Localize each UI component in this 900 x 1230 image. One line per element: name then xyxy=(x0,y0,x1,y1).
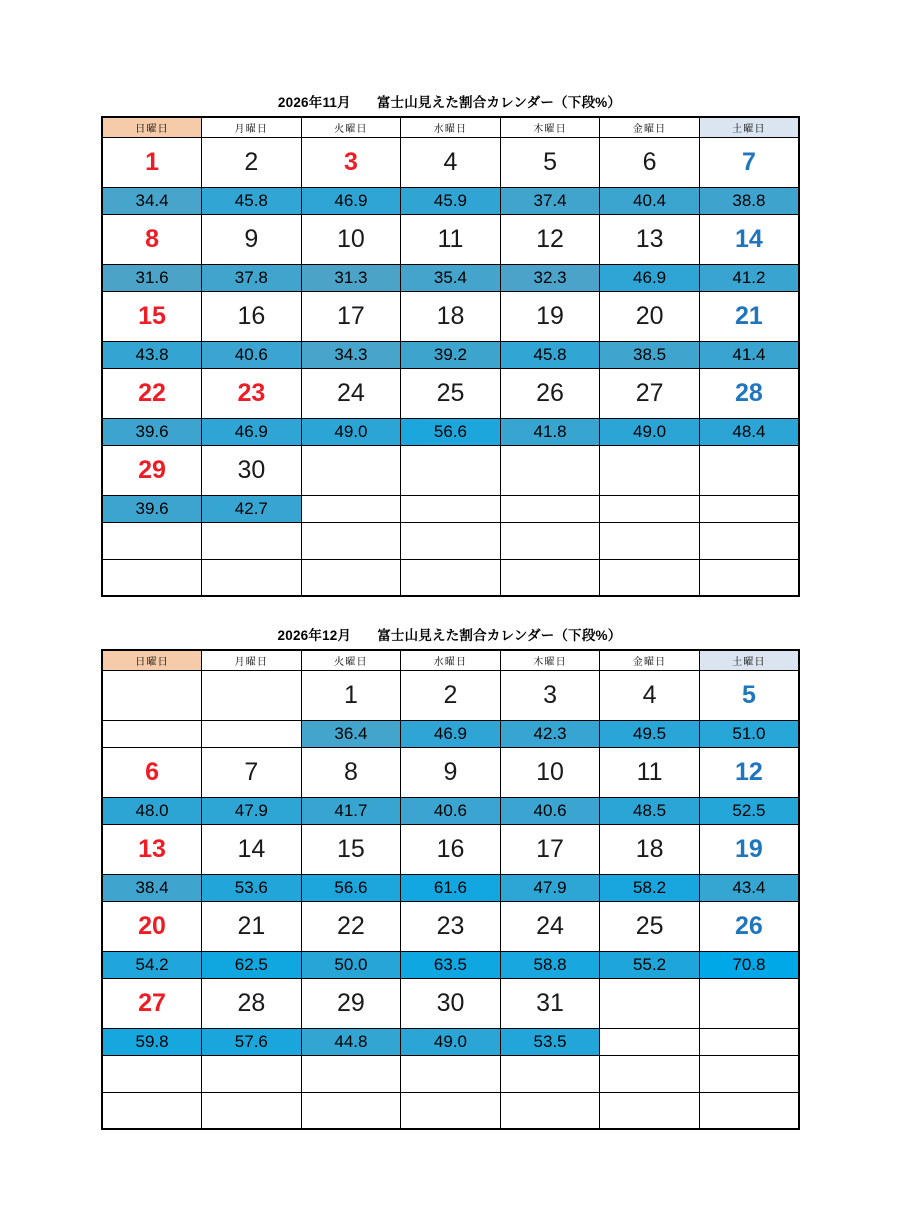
percent-cell[interactable]: 55.2 xyxy=(600,951,700,978)
day-cell[interactable]: 22 xyxy=(301,901,401,951)
percent-cell[interactable]: 41.7 xyxy=(301,797,401,824)
blank-cell xyxy=(500,1055,600,1092)
day-cell[interactable]: 19 xyxy=(500,291,600,341)
day-cell[interactable]: 8 xyxy=(102,214,202,264)
weekday-header-0: 日曜日 xyxy=(102,650,202,670)
day-cell[interactable]: 27 xyxy=(102,978,202,1028)
blank-row xyxy=(102,1092,799,1129)
day-cell[interactable]: 4 xyxy=(600,670,700,720)
calendar-body-december xyxy=(102,650,799,1129)
day-cell[interactable]: 26 xyxy=(699,901,799,951)
day-cell[interactable]: 25 xyxy=(600,901,700,951)
day-cell[interactable]: 11 xyxy=(600,747,700,797)
day-cell[interactable]: 26 xyxy=(500,368,600,418)
percent-cell[interactable]: 40.6 xyxy=(500,797,600,824)
percent-cell[interactable]: 40.6 xyxy=(202,341,302,368)
day-cell[interactable]: 12 xyxy=(500,214,600,264)
percent-cell[interactable]: 49.5 xyxy=(600,720,700,747)
weekday-header-0: 日曜日 xyxy=(102,117,202,137)
percent-cell[interactable]: 48.5 xyxy=(600,797,700,824)
week-percent-row xyxy=(102,797,799,824)
percent-cell-empty xyxy=(102,720,202,747)
blank-cell xyxy=(301,1092,401,1129)
blank-row xyxy=(102,1055,799,1092)
week-percent-row xyxy=(102,720,799,747)
percent-cell[interactable]: 56.6 xyxy=(401,418,501,445)
day-cell[interactable]: 20 xyxy=(102,901,202,951)
percent-cell[interactable]: 58.2 xyxy=(600,874,700,901)
percent-cell[interactable]: 45.8 xyxy=(500,341,600,368)
percent-cell[interactable]: 41.2 xyxy=(699,264,799,291)
calendar-title-text: 富士山見えた割合カレンダー（下段%） xyxy=(376,95,622,110)
percent-cell[interactable]: 46.9 xyxy=(202,418,302,445)
percent-cell[interactable]: 53.5 xyxy=(500,1028,600,1055)
weekday-header-6: 土曜日 xyxy=(699,650,799,670)
percent-cell[interactable]: 41.4 xyxy=(699,341,799,368)
day-cell[interactable]: 7 xyxy=(699,137,799,187)
blank-cell xyxy=(699,559,799,596)
day-cell[interactable]: 24 xyxy=(500,901,600,951)
percent-cell[interactable]: 34.4 xyxy=(102,187,202,214)
day-cell[interactable]: 8 xyxy=(301,747,401,797)
day-cell[interactable]: 10 xyxy=(301,214,401,264)
percent-cell-empty xyxy=(600,1028,700,1055)
day-cell[interactable]: 16 xyxy=(401,824,501,874)
day-cell[interactable]: 21 xyxy=(202,901,302,951)
day-cell[interactable]: 18 xyxy=(401,291,501,341)
day-cell[interactable]: 16 xyxy=(202,291,302,341)
day-cell[interactable]: 13 xyxy=(102,824,202,874)
day-cell[interactable]: 24 xyxy=(301,368,401,418)
day-cell[interactable]: 11 xyxy=(401,214,501,264)
percent-cell[interactable]: 63.5 xyxy=(401,951,501,978)
percent-cell-empty xyxy=(500,495,600,522)
weekday-header-5: 金曜日 xyxy=(600,650,700,670)
day-cell[interactable]: 28 xyxy=(202,978,302,1028)
weekday-header-3: 水曜日 xyxy=(401,117,501,137)
week-percent-row xyxy=(102,951,799,978)
blank-cell xyxy=(301,1055,401,1092)
blank-cell xyxy=(699,1055,799,1092)
week-percent-row xyxy=(102,1028,799,1055)
percent-cell[interactable]: 53.6 xyxy=(202,874,302,901)
calendar-november xyxy=(101,92,798,597)
percent-cell-empty xyxy=(401,495,501,522)
blank-cell xyxy=(401,559,501,596)
day-cell[interactable]: 17 xyxy=(500,824,600,874)
percent-cell[interactable]: 42.7 xyxy=(202,495,302,522)
day-cell[interactable]: 28 xyxy=(699,368,799,418)
day-cell[interactable]: 6 xyxy=(600,137,700,187)
blank-cell xyxy=(401,1055,501,1092)
blank-cell xyxy=(301,559,401,596)
blank-cell xyxy=(102,522,202,559)
percent-cell[interactable]: 49.0 xyxy=(401,1028,501,1055)
day-cell[interactable]: 22 xyxy=(102,368,202,418)
blank-cell xyxy=(401,1092,501,1129)
day-cell[interactable]: 14 xyxy=(202,824,302,874)
day-cell[interactable]: 3 xyxy=(301,137,401,187)
percent-cell[interactable]: 38.8 xyxy=(699,187,799,214)
calendar-december xyxy=(101,625,798,1130)
percent-cell-empty xyxy=(202,720,302,747)
percent-cell[interactable]: 59.8 xyxy=(102,1028,202,1055)
percent-cell[interactable]: 34.3 xyxy=(301,341,401,368)
percent-cell[interactable]: 40.6 xyxy=(401,797,501,824)
percent-cell[interactable]: 50.0 xyxy=(301,951,401,978)
percent-cell-empty xyxy=(600,495,700,522)
day-cell-empty xyxy=(102,670,202,720)
blank-cell xyxy=(202,1055,302,1092)
day-cell[interactable]: 1 xyxy=(102,137,202,187)
day-cell[interactable]: 13 xyxy=(600,214,700,264)
week-percent-row xyxy=(102,495,799,522)
blank-cell xyxy=(500,1092,600,1129)
day-cell[interactable]: 9 xyxy=(401,747,501,797)
calendar-body-november xyxy=(102,117,799,596)
percent-cell[interactable]: 37.4 xyxy=(500,187,600,214)
day-cell[interactable]: 25 xyxy=(401,368,501,418)
day-cell[interactable]: 7 xyxy=(202,747,302,797)
blank-row xyxy=(102,559,799,596)
percent-cell-empty xyxy=(301,495,401,522)
day-cell[interactable]: 5 xyxy=(699,670,799,720)
week-percent-row xyxy=(102,874,799,901)
percent-cell[interactable]: 56.6 xyxy=(301,874,401,901)
percent-cell[interactable]: 45.9 xyxy=(401,187,501,214)
week-day-row xyxy=(102,824,799,874)
week-day-row xyxy=(102,670,799,720)
blank-cell xyxy=(102,1092,202,1129)
day-cell-empty xyxy=(600,978,700,1028)
day-cell-empty xyxy=(699,978,799,1028)
weekday-header-1: 月曜日 xyxy=(202,117,302,137)
percent-cell[interactable]: 46.9 xyxy=(600,264,700,291)
weekday-header-2: 火曜日 xyxy=(301,650,401,670)
day-cell[interactable]: 30 xyxy=(202,445,302,495)
day-cell[interactable]: 1 xyxy=(301,670,401,720)
percent-cell[interactable]: 49.0 xyxy=(301,418,401,445)
percent-cell[interactable]: 38.4 xyxy=(102,874,202,901)
calendar-title-december xyxy=(101,625,798,649)
calendar-title-november xyxy=(101,92,798,116)
day-cell[interactable]: 10 xyxy=(500,747,600,797)
week-percent-row xyxy=(102,418,799,445)
percent-cell[interactable]: 39.2 xyxy=(401,341,501,368)
day-cell[interactable]: 15 xyxy=(102,291,202,341)
percent-cell[interactable]: 43.8 xyxy=(102,341,202,368)
day-cell[interactable]: 2 xyxy=(401,670,501,720)
day-cell[interactable]: 17 xyxy=(301,291,401,341)
percent-cell[interactable]: 40.4 xyxy=(600,187,700,214)
blank-cell xyxy=(301,522,401,559)
day-cell-empty xyxy=(500,445,600,495)
percent-cell[interactable]: 44.8 xyxy=(301,1028,401,1055)
blank-cell xyxy=(202,1092,302,1129)
percent-cell[interactable]: 47.9 xyxy=(500,874,600,901)
blank-cell xyxy=(202,559,302,596)
blank-cell xyxy=(600,1092,700,1129)
percent-cell[interactable]: 41.8 xyxy=(500,418,600,445)
percent-cell[interactable]: 39.6 xyxy=(102,495,202,522)
percent-cell[interactable]: 31.6 xyxy=(102,264,202,291)
week-percent-row xyxy=(102,187,799,214)
day-cell-empty xyxy=(301,445,401,495)
percent-cell[interactable]: 57.6 xyxy=(202,1028,302,1055)
day-cell[interactable]: 30 xyxy=(401,978,501,1028)
day-cell[interactable]: 18 xyxy=(600,824,700,874)
blank-cell xyxy=(600,559,700,596)
day-cell[interactable]: 21 xyxy=(699,291,799,341)
percent-cell[interactable]: 38.5 xyxy=(600,341,700,368)
blank-cell xyxy=(500,559,600,596)
percent-cell[interactable]: 32.3 xyxy=(500,264,600,291)
day-cell-empty xyxy=(600,445,700,495)
week-day-row xyxy=(102,291,799,341)
week-day-row xyxy=(102,214,799,264)
day-cell[interactable]: 14 xyxy=(699,214,799,264)
weekday-header-4: 木曜日 xyxy=(500,117,600,137)
percent-cell[interactable]: 31.3 xyxy=(301,264,401,291)
day-cell[interactable]: 23 xyxy=(401,901,501,951)
weekday-header-3: 水曜日 xyxy=(401,650,501,670)
calendar-title-month: 2026年11月 xyxy=(277,95,351,110)
percent-cell[interactable]: 70.8 xyxy=(699,951,799,978)
blank-cell xyxy=(202,522,302,559)
weekday-header-row xyxy=(102,117,799,137)
week-percent-row xyxy=(102,264,799,291)
calendar-table-november xyxy=(101,116,800,597)
percent-cell[interactable]: 46.9 xyxy=(301,187,401,214)
day-cell[interactable]: 15 xyxy=(301,824,401,874)
weekday-header-1: 月曜日 xyxy=(202,650,302,670)
percent-cell-empty xyxy=(699,1028,799,1055)
day-cell-empty xyxy=(401,445,501,495)
percent-cell[interactable]: 54.2 xyxy=(102,951,202,978)
calendar-title-text: 富士山見えた割合カレンダー（下段%） xyxy=(377,628,622,643)
week-day-row xyxy=(102,137,799,187)
day-cell-empty xyxy=(202,670,302,720)
day-cell[interactable]: 20 xyxy=(600,291,700,341)
percent-cell-empty xyxy=(699,495,799,522)
percent-cell[interactable]: 58.8 xyxy=(500,951,600,978)
day-cell[interactable]: 23 xyxy=(202,368,302,418)
percent-cell[interactable]: 35.4 xyxy=(401,264,501,291)
blank-row xyxy=(102,522,799,559)
week-day-row xyxy=(102,368,799,418)
percent-cell[interactable]: 49.0 xyxy=(600,418,700,445)
day-cell[interactable]: 9 xyxy=(202,214,302,264)
day-cell[interactable]: 5 xyxy=(500,137,600,187)
weekday-header-6: 土曜日 xyxy=(699,117,799,137)
week-day-row xyxy=(102,445,799,495)
day-cell[interactable]: 6 xyxy=(102,747,202,797)
day-cell-empty xyxy=(699,445,799,495)
week-day-row xyxy=(102,747,799,797)
percent-cell[interactable]: 51.0 xyxy=(699,720,799,747)
percent-cell[interactable]: 48.0 xyxy=(102,797,202,824)
day-cell[interactable]: 29 xyxy=(102,445,202,495)
percent-cell[interactable]: 47.9 xyxy=(202,797,302,824)
day-cell[interactable]: 19 xyxy=(699,824,799,874)
percent-cell[interactable]: 36.4 xyxy=(301,720,401,747)
day-cell[interactable]: 29 xyxy=(301,978,401,1028)
weekday-header-5: 金曜日 xyxy=(600,117,700,137)
day-cell[interactable]: 2 xyxy=(202,137,302,187)
percent-cell[interactable]: 39.6 xyxy=(102,418,202,445)
weekday-header-row xyxy=(102,650,799,670)
day-cell[interactable]: 4 xyxy=(401,137,501,187)
blank-cell xyxy=(102,1055,202,1092)
day-cell[interactable]: 31 xyxy=(500,978,600,1028)
calendar-table-december xyxy=(101,649,800,1130)
blank-cell xyxy=(600,522,700,559)
percent-cell[interactable]: 46.9 xyxy=(401,720,501,747)
weekday-header-2: 火曜日 xyxy=(301,117,401,137)
blank-cell xyxy=(102,559,202,596)
day-cell[interactable]: 3 xyxy=(500,670,600,720)
blank-cell xyxy=(600,1055,700,1092)
percent-cell[interactable]: 42.3 xyxy=(500,720,600,747)
week-percent-row xyxy=(102,341,799,368)
percent-cell[interactable]: 52.5 xyxy=(699,797,799,824)
blank-cell xyxy=(401,522,501,559)
blank-cell xyxy=(699,1092,799,1129)
weekday-header-4: 木曜日 xyxy=(500,650,600,670)
percent-cell[interactable]: 61.6 xyxy=(401,874,501,901)
week-day-row xyxy=(102,978,799,1028)
week-day-row xyxy=(102,901,799,951)
percent-cell[interactable]: 43.4 xyxy=(699,874,799,901)
day-cell[interactable]: 27 xyxy=(600,368,700,418)
percent-cell[interactable]: 37.8 xyxy=(202,264,302,291)
day-cell[interactable]: 12 xyxy=(699,747,799,797)
percent-cell[interactable]: 45.8 xyxy=(202,187,302,214)
blank-cell xyxy=(500,522,600,559)
blank-cell xyxy=(699,522,799,559)
percent-cell[interactable]: 48.4 xyxy=(699,418,799,445)
calendar-title-month: 2026年12月 xyxy=(277,628,352,643)
percent-cell[interactable]: 62.5 xyxy=(202,951,302,978)
